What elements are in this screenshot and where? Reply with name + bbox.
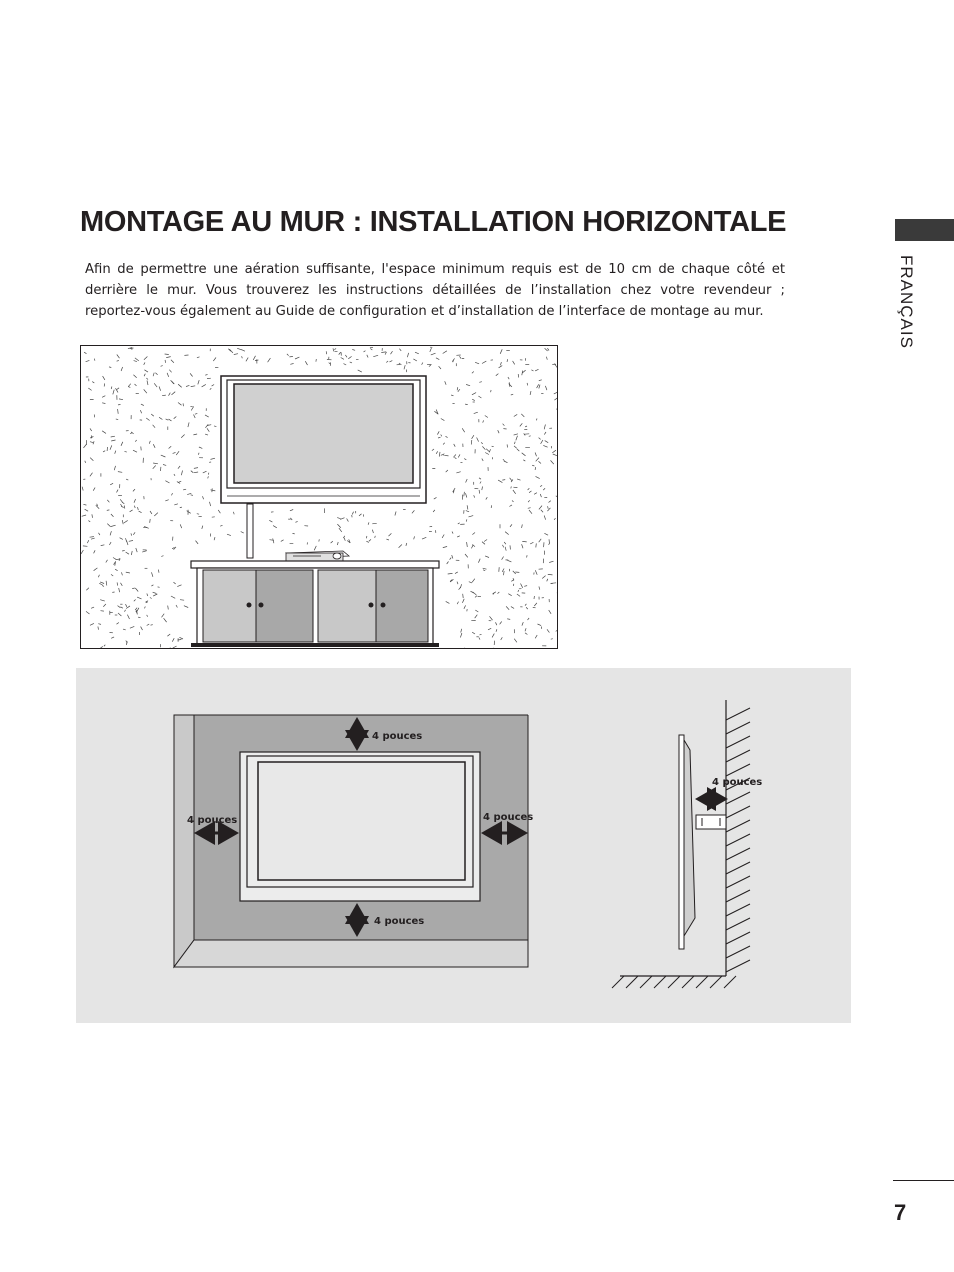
wall-mount-illustration xyxy=(80,345,558,649)
right-clearance-label: 4 pouces xyxy=(483,812,534,823)
page-number: 7 xyxy=(894,1200,907,1225)
tv-front-view xyxy=(240,752,480,901)
tv-cabinet xyxy=(191,561,439,647)
left-clearance-label: 4 pouces xyxy=(187,815,238,826)
intro-paragraph: Afin de permettre une aération suffisante, l'espace minimum requis est de 10 cm de chaque côté et derrière le mur. Vous trouverez les instructions détaillées de l’installation chez votre revendeur ; reportez-vous également au Guide de configuration et d’installation de l’interface de montage au mur. xyxy=(85,262,785,319)
bottom-clearance-label: 4 pouces xyxy=(374,916,425,927)
side-clearance-label: 4 pouces xyxy=(712,777,763,788)
page-number-rule xyxy=(893,1180,954,1181)
tv-on-wall xyxy=(221,376,426,503)
cable-channel xyxy=(247,504,253,558)
language-tab-marker xyxy=(895,219,954,241)
tv-side-view xyxy=(679,735,726,949)
vcr-device xyxy=(286,551,349,561)
language-label: FRANÇAIS xyxy=(897,255,916,349)
page-title: MONTAGE AU MUR : INSTALLATION HORIZONTALE xyxy=(80,206,787,238)
wall-mount-drawing xyxy=(81,346,558,649)
top-clearance-label: 4 pouces xyxy=(372,731,423,742)
clearance-diagram-panel xyxy=(76,668,851,1023)
clearance-drawing xyxy=(76,668,851,1023)
